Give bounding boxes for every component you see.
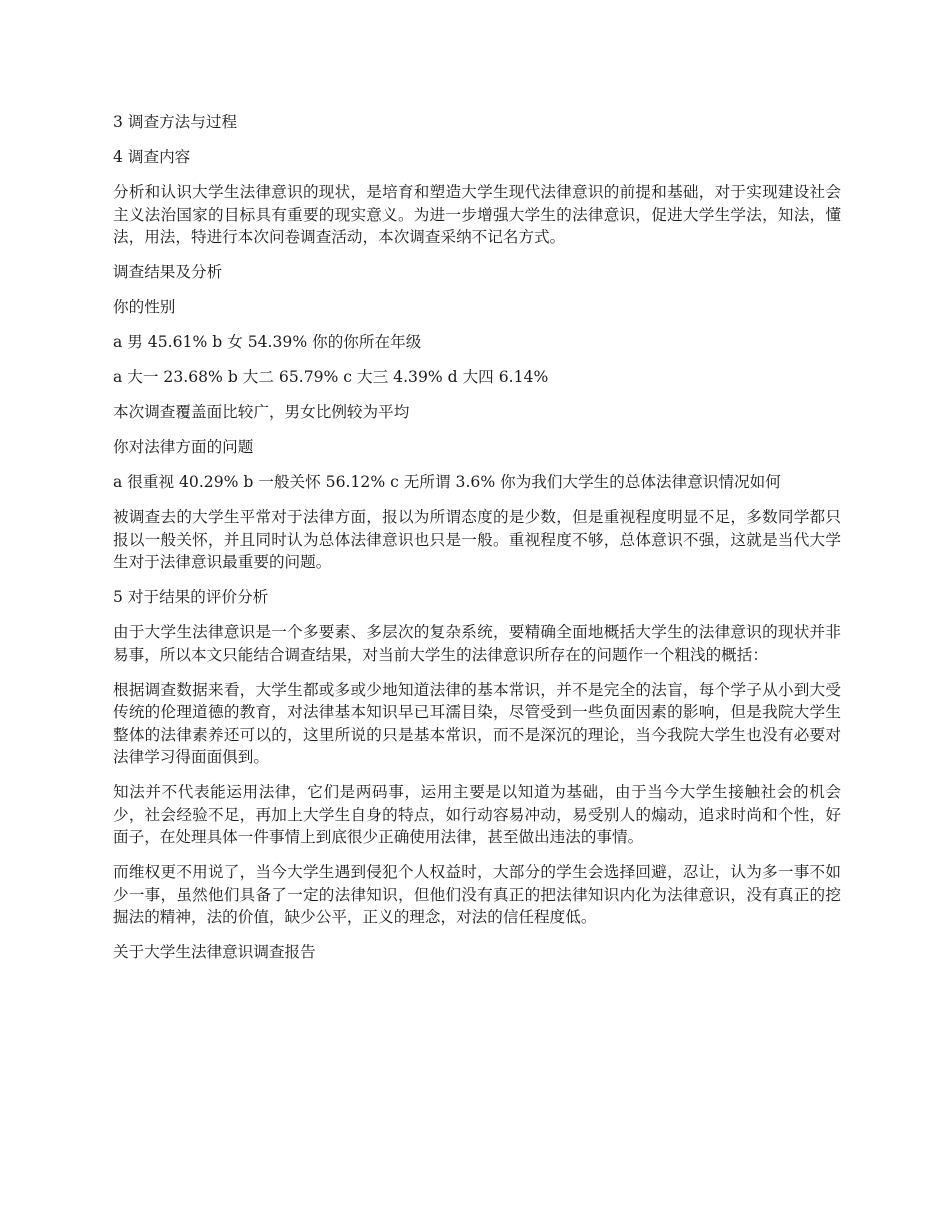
answer-attitude: a 很重视 40.29% b 一般关怀 56.12% c 无所谓 3.6% 你为我们大学生的总体法律意识情况如何 (113, 473, 781, 491)
paragraph-rights: 而维权更不用说了，当今大学生遇到侵犯个人权益时，大部分的学生会选择回避，忍让，认为多一事不如少一事，虽然他们具备了一定的法律知识，但他们没有真正的把法律知识内化为法律意识，没有真正的挖掘法的精神，法的价值，缺少公平，正义的理念，对法的信任程度低。 (113, 863, 841, 926)
answer-grade: a 大一 23.68% b 大二 65.79% c 大三 4.39% d 大四 6.14% (113, 368, 549, 386)
section-heading-content: 4 调查内容 (113, 148, 191, 166)
document-body (113, 111, 841, 976)
paragraph-evaluation-intro: 由于大学生法律意识是一个多要素、多层次的复杂系统，要精确全面地概括大学生的法律意识的现状并非易事，所以本文只能结合调查结果，对当前大学生的法律意识所存在的问题作一个粗浅的概括： (113, 623, 841, 664)
question-gender: 你的性别 (113, 298, 176, 316)
paragraph-basic-knowledge: 根据调查数据来看，大学生都或多或少地知道法律的基本常识，并不是完全的法盲，每个学子从小到大受传统的伦理道德的教育，对法律基本知识早已耳濡目染，尽管受到一些负面因素的影响，但是我院大学生整体的法律素养还可以的，这里所说的只是基本常识，而不是深沉的理论，当今我院大学生也没有必要对法律学习得面面俱到。 (113, 680, 841, 766)
answer-gender: a 男 45.61% b 女 54.39% 你的你所在年级 (113, 333, 422, 351)
section-heading-results: 调查结果及分析 (113, 263, 223, 281)
paragraph-findings: 被调查去的大学生平常对于法律方面，报以为所谓态度的是少数，但是重视程度明显不足，多数同学都只报以一般关怀，并且同时认为总体法律意识也只是一般。重视程度不够，总体意识不强，这就是当代大学生对于法律意识最重要的问题。 (113, 508, 841, 571)
paragraph-application: 知法并不代表能运用法律，它们是两码事，运用主要是以知道为基础，由于当今大学生接触社会的机会少，社会经验不足，再加上大学生自身的特点，如行动容易冲动，易受别人的煽动，追求时尚和个性，好面子，在处理具体一件事情上到底很少正确使用法律，甚至做出违法的事情。 (113, 783, 841, 846)
paragraph-coverage: 本次调查覆盖面比较广，男女比例较为平均 (113, 403, 410, 421)
paragraph-report-title: 关于大学生法律意识调查报告 (113, 943, 316, 961)
section-heading-methods: 3 调查方法与过程 (113, 113, 238, 131)
paragraph-intro: 分析和认识大学生法律意识的现状，是培育和塑造大学生现代法律意识的前提和基础，对于实现建设社会主义法治国家的目标具有重要的现实意义。为进一步增强大学生的法律意识，促进大学生学法，知法，懂法，用法，特进行本次问卷调查活动，本次调查采纳不记名方式。 (113, 183, 841, 246)
question-attitude: 你对法律方面的问题 (113, 438, 254, 456)
section-heading-evaluation: 5 对于结果的评价分析 (113, 588, 269, 606)
